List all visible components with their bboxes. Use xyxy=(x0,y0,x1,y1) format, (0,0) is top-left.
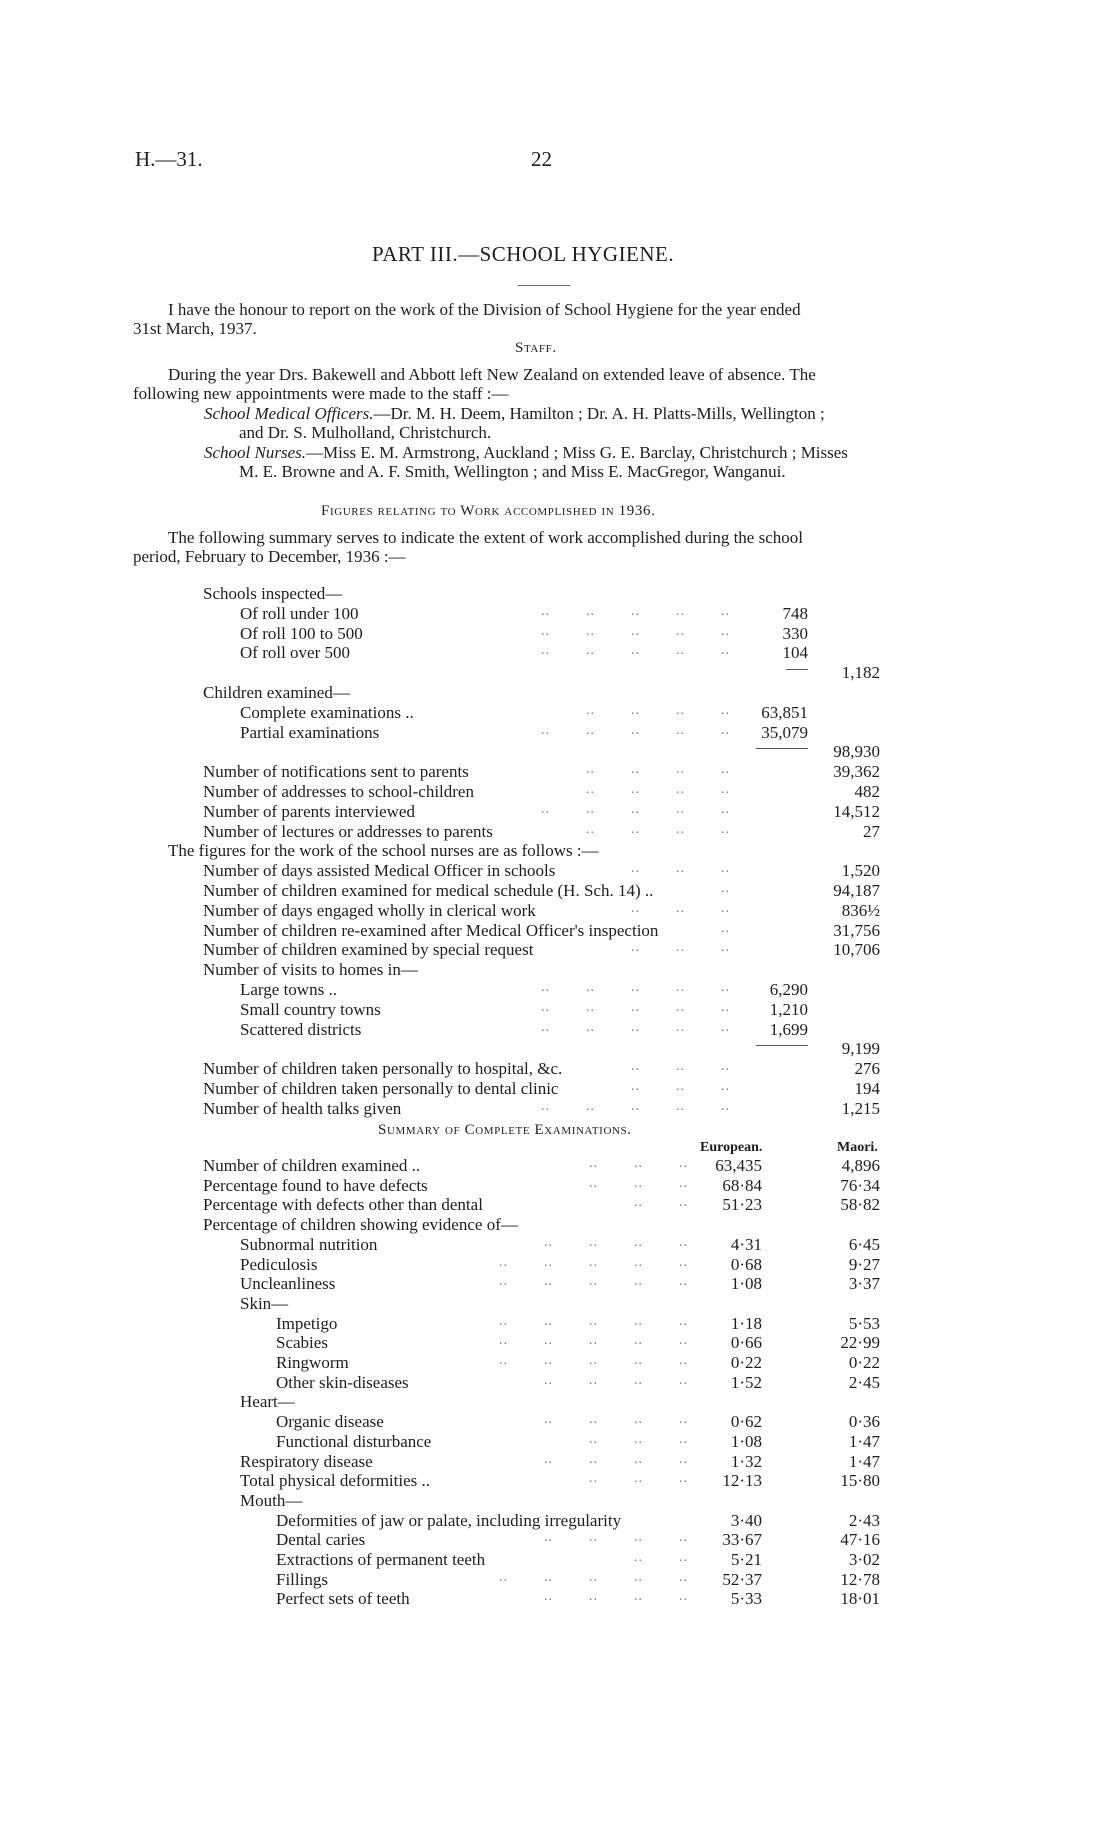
figures-row-label: Number of children examined by special request xyxy=(203,940,534,960)
nurses-line-1: —Miss E. M. Armstrong, Auckland ; Miss G. E. Barclay, Christchurch ; Misses xyxy=(306,443,848,462)
maori-value: 2·43 xyxy=(848,1510,880,1530)
figures-row-total: 276 xyxy=(854,1059,880,1079)
summary-row-label: Deformities of jaw or palate, including irregularity xyxy=(276,1510,622,1530)
summary-row-label: Other skin-diseases xyxy=(276,1372,409,1392)
figures-row-label: Of roll 100 to 500 xyxy=(240,623,363,643)
maori-value: 2·45 xyxy=(848,1372,880,1392)
leader-dots: .. .. .. xyxy=(631,1059,730,1075)
european-value: 68·84 xyxy=(722,1175,762,1195)
figures-row xyxy=(0,841,1114,861)
figures-row xyxy=(0,802,1114,822)
european-value: 1·32 xyxy=(730,1451,762,1471)
summary-row xyxy=(0,1195,1114,1215)
figures-row-label: Number of addresses to school-children xyxy=(203,782,474,801)
figures-intro xyxy=(133,528,963,566)
medical-officers-line-1: —Dr. M. H. Deem, Hamilton ; Dr. A. H. Platts-Mills, Wellington ; xyxy=(373,404,825,423)
figures-row-label: Number of days assisted Medical Officer in schools xyxy=(203,861,556,881)
maori-value: 1·47 xyxy=(848,1451,880,1471)
figures-row xyxy=(0,604,1114,624)
intro-paragraph xyxy=(133,300,963,338)
maori-value: 18·01 xyxy=(840,1589,880,1609)
leader-dots: .. .. .. .. xyxy=(544,1589,688,1605)
figures-row-label: Number of children taken personally to hospital, &c. xyxy=(203,1059,563,1079)
leader-dots: .. .. .. .. xyxy=(586,782,730,797)
figures-row xyxy=(0,940,1114,960)
european-value: 1·08 xyxy=(730,1274,762,1294)
figures-intro-line-1: The following summary serves to indicate the extent of work accomplished during the school xyxy=(168,528,803,547)
figures-row-label: Children examined— xyxy=(203,683,350,702)
european-value: 0·68 xyxy=(730,1254,762,1274)
subtotal-rule xyxy=(756,1045,808,1046)
summary-row xyxy=(0,1353,1114,1373)
summary-row-label: Total physical deformities .. xyxy=(240,1471,431,1491)
summary-row-label: Respiratory disease xyxy=(240,1451,373,1471)
leader-dots: .. .. .. xyxy=(589,1156,688,1171)
maori-value: 22·99 xyxy=(840,1333,880,1353)
summary-row xyxy=(0,1235,1114,1255)
maori-value: 9·27 xyxy=(848,1254,880,1274)
summary-row-label: Fillings xyxy=(276,1569,328,1589)
summary-row xyxy=(0,1471,1114,1491)
figures-intro-line-2: period, February to December, 1936 :— xyxy=(133,547,406,566)
leader-dots: .. .. .. .. .. xyxy=(499,1274,688,1290)
summary-row-label: Uncleanliness xyxy=(240,1274,336,1294)
figures-row-total: 39,362 xyxy=(833,762,880,782)
nurses-line-2: M. E. Browne and A. F. Smith, Wellington ; and Miss E. MacGregor, Wanganui. xyxy=(239,462,786,481)
summary-row-label: Extractions of permanent teeth xyxy=(276,1550,486,1569)
figures-row xyxy=(0,921,1114,941)
leader-dots: .. .. .. .. .. xyxy=(541,623,730,639)
summary-heading: Summary of Complete Examinations. xyxy=(378,1122,632,1138)
leader-dots: .. .. .. xyxy=(631,900,730,916)
figures-row xyxy=(0,624,1114,644)
summary-row xyxy=(0,1589,1114,1609)
staff-line-2: following new appointments were made to the staff :— xyxy=(133,384,509,403)
leader-dots: .. .. .. .. .. xyxy=(499,1313,688,1329)
summary-row-label: Mouth— xyxy=(240,1490,303,1510)
leader-dots: .. .. .. .. .. xyxy=(541,643,730,659)
figures-row xyxy=(0,723,1114,743)
intro-line-1: I have the honour to report on the work of the Division of School Hygiene for the year ended xyxy=(168,300,801,319)
figures-row-label: Number of children examined for medical schedule (H. Sch. 14) .. xyxy=(203,881,654,900)
figures-row-total: 94,187 xyxy=(833,881,880,900)
figures-row-label: Number of children taken personally to dental clinic xyxy=(203,1079,559,1098)
european-value: 51·23 xyxy=(722,1195,762,1215)
figures-row xyxy=(0,960,1114,980)
leader-dots: .. .. .. .. .. xyxy=(499,1569,688,1585)
leader-dots: .. .. .. .. .. xyxy=(499,1353,688,1368)
leader-dots: .. .. xyxy=(634,1195,688,1211)
figures-row xyxy=(0,762,1114,782)
maori-value: 0·36 xyxy=(848,1412,880,1432)
figures-row-subvalue: 104 xyxy=(782,643,808,663)
leader-dots: .. .. .. xyxy=(589,1175,688,1191)
summary-row xyxy=(0,1176,1114,1196)
maori-value: 3·02 xyxy=(848,1550,880,1569)
figures-row-subvalue: 748 xyxy=(782,603,808,623)
figures-row xyxy=(0,980,1114,1000)
summary-row-label: Organic disease xyxy=(276,1412,384,1432)
figures-heading: Figures relating to Work accomplished in 1936. xyxy=(321,503,656,519)
leader-dots: .. .. .. .. .. xyxy=(541,603,730,619)
medical-officers-line-2: and Dr. S. Mulholland, Christchurch. xyxy=(239,423,492,442)
staff-heading: Staff. xyxy=(515,340,557,356)
leader-dots: .. xyxy=(721,920,730,936)
summary-row-label: Percentage found to have defects xyxy=(203,1175,428,1195)
figures-row-label: Small country towns xyxy=(240,999,381,1019)
figures-row-total: 10,706 xyxy=(833,940,880,960)
medical-officers-label: School Medical Officers. xyxy=(204,404,374,423)
figures-row xyxy=(0,782,1114,802)
summary-row-label: Heart— xyxy=(240,1392,295,1412)
figures-row-total: 27 xyxy=(863,821,880,841)
figures-row-total: 1,215 xyxy=(841,1098,880,1118)
figures-row xyxy=(0,584,1114,604)
european-value: 3·40 xyxy=(730,1510,762,1530)
figures-row-label: The figures for the work of the school nurses are as follows :— xyxy=(168,841,599,861)
european-value: 1·18 xyxy=(730,1313,762,1333)
summary-row-label: Number of children examined .. xyxy=(203,1156,421,1175)
summary-row xyxy=(0,1491,1114,1511)
summary-row-label: Percentage with defects other than dental xyxy=(203,1195,483,1215)
european-value: 0·62 xyxy=(730,1412,762,1432)
page-number: 22 xyxy=(531,147,552,171)
leader-dots: .. .. .. xyxy=(631,940,730,956)
leader-dots: .. .. .. xyxy=(589,1431,688,1447)
figures-row-total: 482 xyxy=(854,782,880,801)
maori-value: 5·53 xyxy=(848,1313,880,1333)
figures-row-total: 836½ xyxy=(841,900,880,920)
summary-row-label: Dental caries xyxy=(276,1530,366,1550)
european-value: 52·37 xyxy=(722,1569,762,1589)
figures-row-subvalue: 1,210 xyxy=(769,999,808,1019)
leader-dots: .. .. .. .. xyxy=(544,1412,688,1428)
leader-dots: .. .. .. .. .. xyxy=(541,722,730,738)
maori-value: 47·16 xyxy=(840,1530,880,1550)
figures-row xyxy=(0,1079,1114,1099)
figures-row-label: Number of visits to homes in— xyxy=(203,960,418,980)
maori-column-header: Maori. xyxy=(837,1140,878,1155)
summary-row xyxy=(0,1412,1114,1432)
subtotal-rule xyxy=(756,748,808,749)
figures-row xyxy=(0,1020,1114,1040)
figures-row xyxy=(0,881,1114,901)
summary-row-label: Skin— xyxy=(240,1293,289,1313)
european-value: 5·33 xyxy=(730,1589,762,1609)
figures-row-total: 14,512 xyxy=(833,801,880,821)
leader-dots: .. .. .. .. .. xyxy=(541,1019,730,1035)
european-value: 1·08 xyxy=(730,1431,762,1451)
figures-row-label: Of roll under 100 xyxy=(240,603,359,623)
leader-dots: .. .. .. .. xyxy=(544,1451,688,1467)
european-column-header: European. xyxy=(700,1140,763,1155)
summary-row-label: Pediculosis xyxy=(240,1254,318,1274)
summary-row-label: Impetigo xyxy=(276,1313,338,1333)
figures-row xyxy=(0,703,1114,723)
leader-dots: .. .. .. .. xyxy=(544,1372,688,1388)
figures-row-label: Large towns .. xyxy=(240,980,337,999)
summary-row xyxy=(0,1314,1114,1334)
leader-dots: .. .. xyxy=(634,1550,688,1565)
maori-value: 0·22 xyxy=(848,1353,880,1372)
figures-row-total: 1,182 xyxy=(841,663,880,683)
figures-row-label: Of roll over 500 xyxy=(240,643,351,663)
figures-row xyxy=(0,1099,1114,1119)
figures-row-total: 31,756 xyxy=(833,920,880,940)
leader-dots: .. .. .. xyxy=(589,1471,688,1487)
figures-row-total: 9,199 xyxy=(841,1039,880,1059)
leader-dots: .. .. .. .. xyxy=(586,702,730,718)
figures-row xyxy=(0,663,1114,683)
leader-dots: .. .. .. .. xyxy=(586,762,730,778)
leader-dots: .. .. .. .. xyxy=(544,1530,688,1546)
figures-row xyxy=(0,643,1114,663)
figures-row-label: Partial examinations xyxy=(240,722,380,742)
figures-row-label: Complete examinations .. xyxy=(240,702,414,722)
leader-dots: .. .. .. .. .. xyxy=(499,1333,688,1349)
leader-dots: .. .. .. .. .. xyxy=(541,999,730,1015)
summary-row xyxy=(0,1570,1114,1590)
figures-row xyxy=(0,822,1114,842)
figures-row xyxy=(0,861,1114,881)
summary-row xyxy=(0,1432,1114,1452)
figures-row-total: 194 xyxy=(854,1079,880,1098)
leader-dots: .. .. .. xyxy=(631,1079,730,1094)
figures-row-label: Schools inspected— xyxy=(203,584,343,603)
maori-value: 4,896 xyxy=(841,1156,880,1175)
summary-row-label: Ringworm xyxy=(276,1353,349,1372)
summary-row xyxy=(0,1156,1114,1176)
staff-paragraph xyxy=(133,365,963,403)
figures-row-total: 98,930 xyxy=(833,742,880,762)
staff-line-1: During the year Drs. Bakewell and Abbott left New Zealand on extended leave of absence. The xyxy=(168,365,816,384)
document-reference: H.—31. xyxy=(135,147,203,171)
european-value: 63,435 xyxy=(715,1156,762,1175)
leader-dots: .. .. .. xyxy=(631,861,730,877)
intro-line-2: 31st March, 1937. xyxy=(133,319,257,338)
figures-row-subvalue: 330 xyxy=(782,623,808,643)
figures-row-subvalue: 63,851 xyxy=(761,702,808,722)
european-value: 0·66 xyxy=(730,1333,762,1353)
leader-dots: .. .. .. .. .. xyxy=(541,801,730,817)
summary-row xyxy=(0,1392,1114,1412)
figures-row-subvalue: 1,699 xyxy=(769,1019,808,1039)
summary-row-label: Subnormal nutrition xyxy=(240,1234,378,1254)
maori-value: 12·78 xyxy=(840,1569,880,1589)
summary-row xyxy=(0,1274,1114,1294)
maori-value: 15·80 xyxy=(840,1471,880,1491)
leader-dots: .. .. .. .. xyxy=(544,1234,688,1250)
summary-row xyxy=(0,1215,1114,1235)
figures-row-label: Number of health talks given xyxy=(203,1098,402,1118)
leader-dots: .. xyxy=(721,881,730,896)
maori-value: 3·37 xyxy=(848,1274,880,1294)
european-value: 33·67 xyxy=(722,1530,762,1550)
figures-row-label: Number of children re-examined after Medical Officer's inspection xyxy=(203,920,659,940)
figures-row xyxy=(0,742,1114,762)
medical-officers-paragraph xyxy=(204,404,964,442)
summary-row-label: Percentage of children showing evidence of— xyxy=(203,1215,518,1235)
leader-dots: .. .. .. .. .. xyxy=(541,980,730,995)
summary-row-label: Scabies xyxy=(276,1333,328,1353)
figures-row xyxy=(0,1000,1114,1020)
maori-value: 58·82 xyxy=(840,1195,880,1215)
summary-row xyxy=(0,1550,1114,1570)
figures-row-label: Number of days engaged wholly in clerical work xyxy=(203,900,536,920)
summary-row xyxy=(0,1530,1114,1550)
european-value: 0·22 xyxy=(730,1353,762,1372)
figures-row-subvalue: 6,290 xyxy=(769,980,808,999)
page-title: PART III.—SCHOOL HYGIENE. xyxy=(372,242,675,266)
figures-row-label: Number of notifications sent to parents xyxy=(203,762,469,782)
european-value: 4·31 xyxy=(730,1234,762,1254)
figures-row xyxy=(0,1039,1114,1059)
maori-value: 1·47 xyxy=(848,1431,880,1451)
maori-value: 76·34 xyxy=(840,1175,880,1195)
nurses-label: School Nurses. xyxy=(204,443,306,462)
nurses-paragraph xyxy=(204,443,964,481)
figures-row xyxy=(0,1059,1114,1079)
figures-row-subvalue: 35,079 xyxy=(761,722,808,742)
figures-row-label: Scattered districts xyxy=(240,1019,362,1039)
european-value: 1·52 xyxy=(730,1372,762,1392)
summary-row xyxy=(0,1452,1114,1472)
summary-row-label: Functional disturbance xyxy=(276,1431,432,1451)
leader-dots: .. .. .. .. .. xyxy=(541,1098,730,1114)
leader-dots: .. .. .. .. .. xyxy=(499,1254,688,1270)
figures-row-label: Number of lectures or addresses to parents xyxy=(203,821,493,841)
title-rule xyxy=(518,285,570,286)
figures-row xyxy=(0,901,1114,921)
summary-row xyxy=(0,1511,1114,1531)
figures-row xyxy=(0,683,1114,703)
summary-row xyxy=(0,1255,1114,1275)
figures-row-total: 1,520 xyxy=(841,861,880,881)
european-value: 12·13 xyxy=(722,1471,762,1491)
summary-row xyxy=(0,1333,1114,1353)
summary-row xyxy=(0,1294,1114,1314)
summary-row-label: Perfect sets of teeth xyxy=(276,1589,410,1609)
summary-row xyxy=(0,1373,1114,1393)
leader-dots: .. .. .. .. xyxy=(586,821,730,837)
figures-row-label: Number of parents interviewed xyxy=(203,801,415,821)
maori-value: 6·45 xyxy=(848,1234,880,1254)
subtotal-rule xyxy=(786,669,808,670)
european-value: 5·21 xyxy=(730,1550,762,1569)
